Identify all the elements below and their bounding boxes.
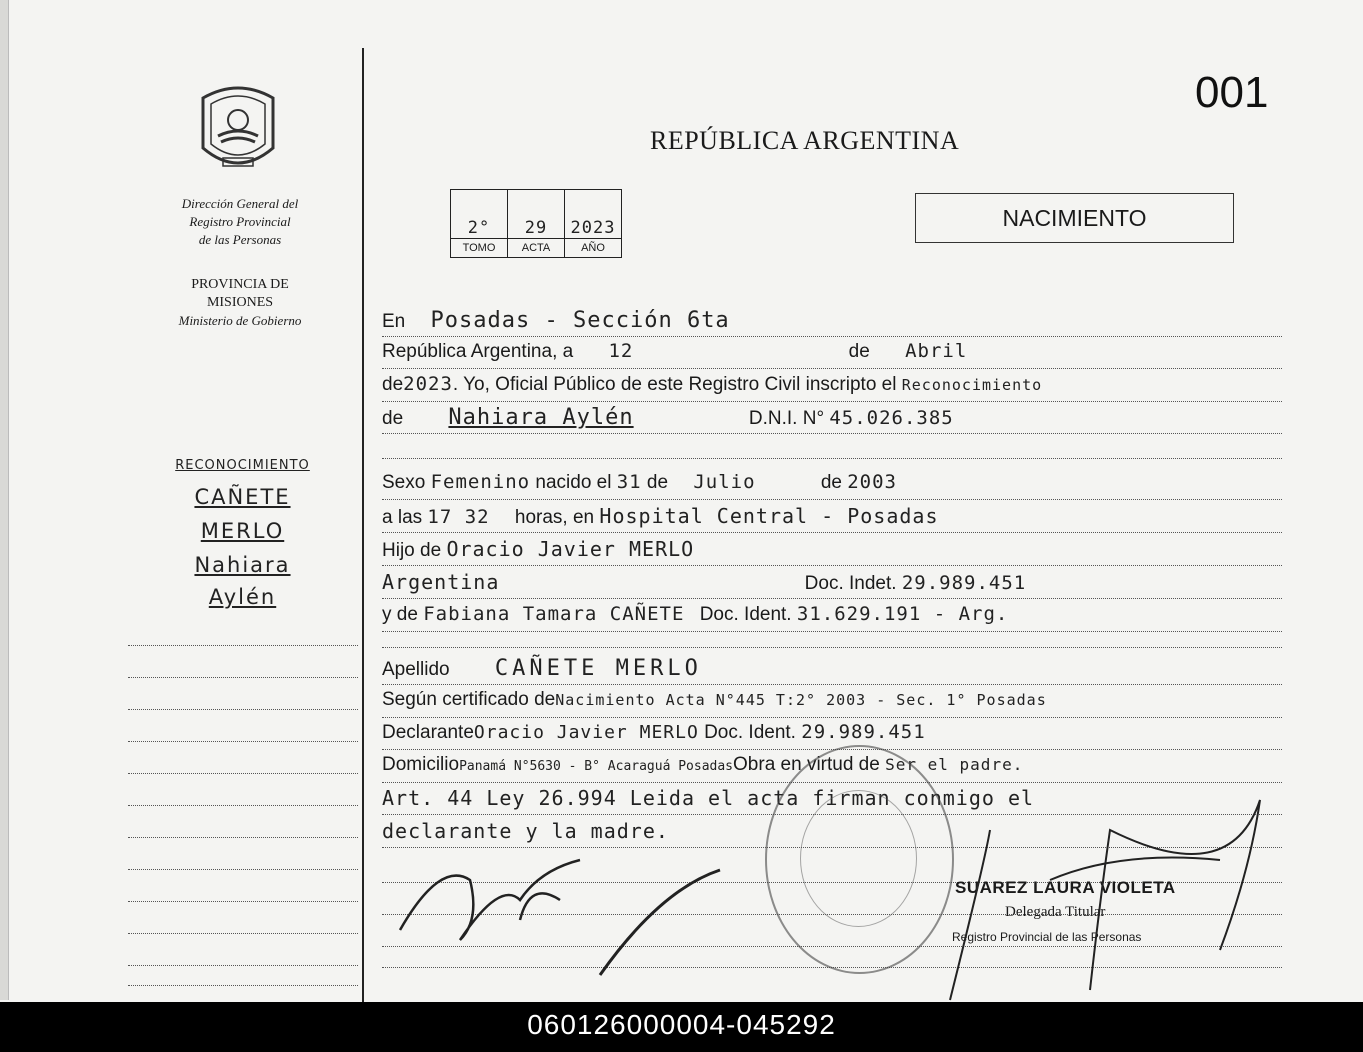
day-value: 12 bbox=[608, 340, 634, 362]
horas-label: horas, en bbox=[514, 507, 595, 528]
prov-line-3: Ministerio de Gobierno bbox=[178, 313, 302, 328]
hijo-label: Hijo de bbox=[382, 540, 442, 561]
officer-signature bbox=[950, 800, 1260, 1000]
place-value: Posadas - Sección 6ta bbox=[430, 308, 730, 333]
doc-ident-label: Doc. Ident. bbox=[699, 604, 792, 625]
domicilio-label: Domicilio bbox=[382, 754, 460, 775]
acta-value: 29 bbox=[508, 190, 565, 239]
child-name-value: Nahiara Aylén bbox=[448, 405, 634, 430]
y-de-label: y de bbox=[382, 604, 418, 625]
declarante-label: Declarante bbox=[382, 722, 474, 743]
declarante-value: Oracio Javier MERLO bbox=[473, 722, 699, 743]
mother-signature bbox=[600, 870, 720, 975]
prov-line-2: MISIONES bbox=[206, 295, 274, 310]
org-line-2: Registro Provincial bbox=[189, 214, 291, 229]
en-label: En bbox=[382, 311, 406, 332]
alas-label: a las bbox=[382, 507, 423, 528]
notes-line-1: Art. 44 Ley 26.994 Leida el acta firman conmigo el bbox=[382, 786, 1035, 810]
official-name: SUAREZ LAURA VIOLETA bbox=[955, 878, 1176, 897]
country-title: REPÚBLICA ARGENTINA bbox=[650, 126, 960, 155]
father-name: Oracio Javier MERLO bbox=[446, 537, 695, 561]
mother-name: Fabiana Tamara CAÑETE bbox=[423, 603, 685, 625]
de3-label: de bbox=[646, 472, 669, 493]
ano-value: 2023 bbox=[565, 190, 622, 239]
apellido-label: Apellido bbox=[382, 659, 450, 680]
obra-value: Ser el padre. bbox=[885, 755, 1024, 774]
birth-month: Julio bbox=[693, 471, 756, 493]
declarante-doc: 29.989.451 bbox=[801, 721, 926, 743]
domicilio-value: Panamá N°5630 - B° Acaraguá Posadas bbox=[459, 759, 734, 774]
dni-value: 45.026.385 bbox=[829, 407, 954, 429]
de4-label: de bbox=[820, 472, 842, 493]
row-year-officer: de2023. Yo, Oficial Público de este Registro Civil inscripto el Reconocimiento bbox=[382, 373, 1282, 402]
margin-note-line-4: Aylén bbox=[208, 585, 277, 609]
org-line-3: de las Personas bbox=[198, 232, 282, 247]
official-role: Delegada Titular bbox=[1005, 904, 1106, 920]
doc-ident2-label: Doc. Ident. bbox=[704, 722, 796, 743]
apellido-value: CAÑETE MERLO bbox=[494, 656, 702, 681]
segun-label: Según certificado de bbox=[382, 689, 556, 710]
birth-time: 17 32 bbox=[427, 506, 490, 528]
birth-day: 31 bbox=[616, 471, 642, 493]
father-doc: 29.989.451 bbox=[901, 572, 1027, 594]
de-label: de bbox=[848, 341, 870, 362]
acta-label: ACTA bbox=[508, 239, 565, 258]
month-value: Abril bbox=[905, 340, 968, 362]
obra-label: Obra en virtud de bbox=[733, 754, 880, 775]
father-nationality: Argentina bbox=[382, 570, 500, 594]
tomo-label: TOMO bbox=[451, 239, 508, 258]
act-number: 001 bbox=[1195, 68, 1269, 117]
margin-note-title: RECONOCIMIENTO bbox=[175, 458, 310, 473]
sexo-label: Sexo bbox=[382, 472, 426, 493]
officer-text: Yo, Oficial Público de este Registro Civil inscripto el bbox=[463, 374, 897, 395]
margin-note-line-1: CAÑETE bbox=[194, 485, 291, 509]
year-value: 2023 bbox=[403, 373, 453, 395]
inscription-value: Reconocimiento bbox=[901, 376, 1043, 394]
de2-label: de bbox=[382, 408, 404, 429]
official-office: Registro Provincial de las Personas bbox=[952, 930, 1142, 944]
nacido-label: nacido el bbox=[535, 472, 612, 493]
sexo-value: Femenino bbox=[430, 471, 531, 493]
notes-line-2: declarante y la madre. bbox=[382, 819, 669, 843]
margin-note-line-2: MERLO bbox=[200, 519, 285, 543]
mother-doc: 31.629.191 - Arg. bbox=[796, 603, 1009, 625]
de-year-label: de bbox=[382, 374, 404, 395]
tomo-value: 2° bbox=[451, 190, 508, 239]
declarant-signature bbox=[400, 860, 580, 940]
org-line-1: Dirección General del bbox=[181, 196, 299, 211]
prov-line-1: PROVINCIA DE bbox=[191, 277, 289, 292]
barcode-footer: 060126000004-045292 bbox=[0, 1002, 1363, 1052]
republica-label: República Argentina, a bbox=[382, 341, 574, 362]
birth-year: 2003 bbox=[847, 471, 897, 493]
certificado-value: Nacimiento Acta N°445 T:2° 2003 - Sec. 1° Posadas bbox=[555, 691, 1047, 709]
margin-note-line-3: Nahiara bbox=[194, 553, 291, 577]
ano-label: AÑO bbox=[565, 239, 622, 258]
birth-place: Hospital Central - Posadas bbox=[599, 504, 939, 528]
document-type-box: NACIMIENTO bbox=[915, 193, 1234, 243]
doc-indet-label: Doc. Indet. bbox=[804, 573, 897, 594]
dni-label: D.N.I. N° bbox=[748, 408, 825, 429]
